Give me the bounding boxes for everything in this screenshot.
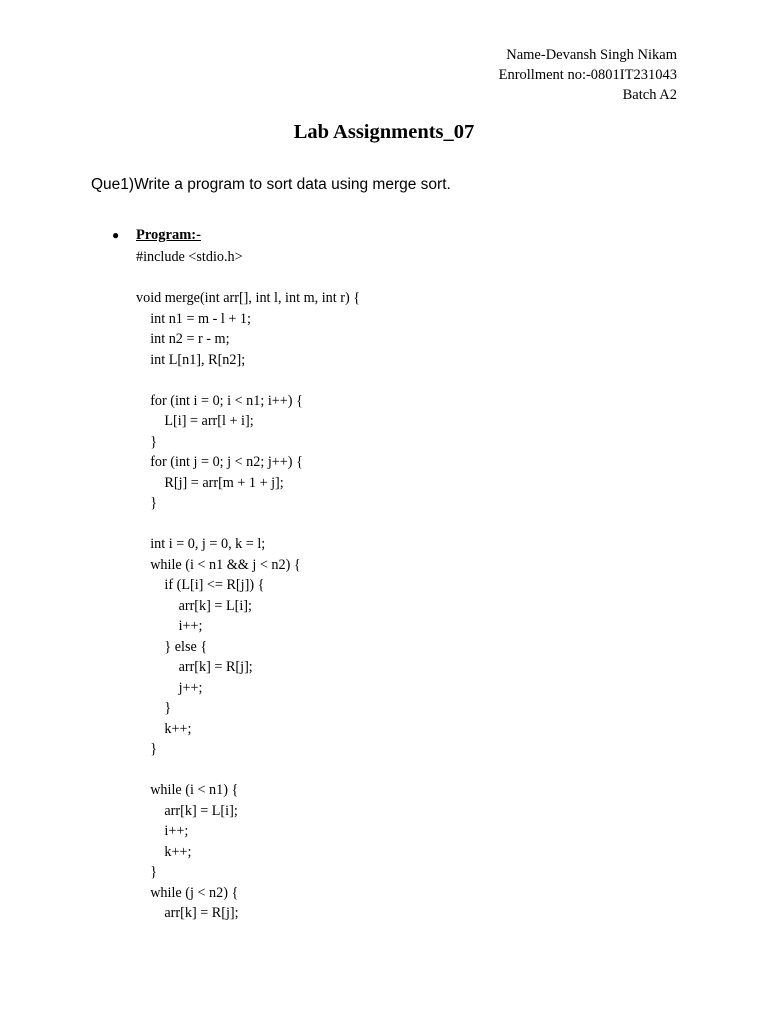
code-block — [136, 247, 360, 924]
code-line: } else { — [136, 638, 208, 655]
batch: Batch A2 — [622, 87, 677, 103]
page-title: Lab Assignments_07 — [293, 121, 475, 143]
code-line: k++; — [136, 843, 192, 860]
code-line: } — [136, 700, 172, 716]
code-line: } — [136, 741, 157, 757]
code-line: } — [136, 495, 157, 511]
code-line: i++; — [136, 618, 203, 634]
code-line: for (int i = 0; i < n1; i++) { — [136, 392, 303, 409]
program-heading: Program:- — [136, 227, 201, 243]
code-line: arr[k] = L[i]; — [136, 802, 238, 819]
code-line: k++; — [136, 720, 192, 737]
code-line — [136, 268, 360, 289]
code-line: while (j < n2) { — [136, 884, 239, 901]
code-line: } — [136, 864, 157, 880]
code-line — [136, 514, 360, 535]
code-line — [136, 760, 360, 781]
code-line: arr[k] = R[j]; — [136, 659, 253, 675]
code-line: j++; — [136, 679, 203, 696]
code-line: i++; — [136, 823, 189, 839]
code-line: } — [136, 433, 157, 450]
code-line: L[i] = arr[l + i]; — [136, 413, 254, 429]
code-line: int n2 = r - m; — [136, 331, 230, 347]
code-line: int i = 0, j = 0, k = l; — [136, 536, 266, 552]
code-line: for (int j = 0; j < n2; j++) { — [136, 454, 303, 470]
code-line: arr[k] = R[j]; — [136, 905, 239, 921]
code-line: R[j] = arr[m + 1 + j]; — [136, 474, 284, 491]
student-name: Name-Devansh Singh Nikam — [506, 47, 677, 63]
code-line: while (i < n1 && j < n2) { — [136, 556, 301, 573]
code-line: while (i < n1) { — [136, 782, 239, 798]
question-text: Que1)Write a program to sort data using merge sort. — [91, 176, 451, 193]
bullet-icon: ● — [112, 228, 120, 242]
student-info — [499, 45, 677, 105]
code-line: #include <stdio.h> — [136, 249, 243, 265]
code-line: void merge(int arr[], int l, int m, int r) { — [136, 290, 361, 306]
code-line — [136, 370, 360, 391]
code-line: int L[n1], R[n2]; — [136, 351, 246, 368]
enrollment-number: Enrollment no:-0801IT231043 — [498, 67, 677, 83]
code-line: if (L[i] <= R[j]) { — [136, 577, 265, 593]
code-line: arr[k] = L[i]; — [136, 597, 252, 614]
code-line: int n1 = m - l + 1; — [136, 310, 251, 327]
